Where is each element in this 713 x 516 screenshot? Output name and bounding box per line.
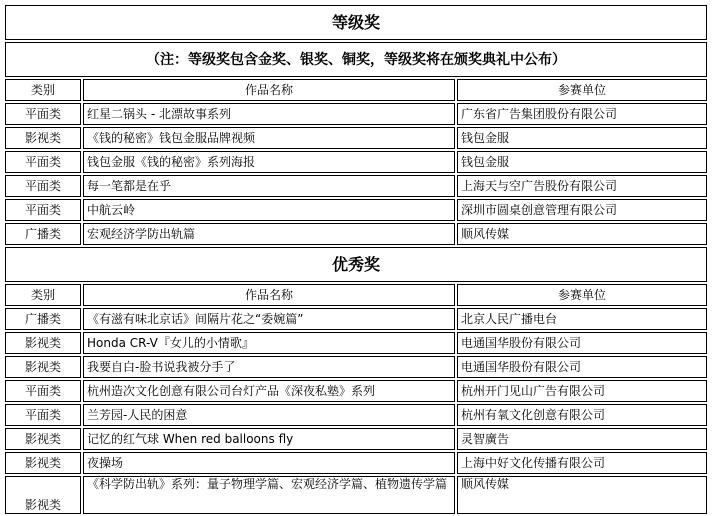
grade-note-row (5, 42, 707, 77)
work-cell: 中航云岭 (83, 199, 455, 221)
work-cell: 《有滋有味北京话》间隔片花之“委婉篇” (83, 308, 455, 330)
table-row (5, 308, 707, 330)
category-cell: 影视类 (5, 332, 81, 354)
entrant-cell: 钱包金服 (457, 151, 707, 173)
entrant-cell: 广东省广告集团股份有限公司 (457, 103, 707, 125)
work-cell: 宏观经济学防出轨篇 (83, 223, 455, 245)
work-cell: 红星二锅头 - 北漂故事系列 (83, 103, 455, 125)
category-cell: 平面类 (5, 380, 81, 402)
header-category: 类别 (5, 79, 81, 101)
entrant-cell: 北京人民广播电台 (457, 308, 707, 330)
header-category: 类别 (5, 284, 81, 306)
category-cell: 影视类 (5, 428, 81, 450)
table-row (5, 127, 707, 149)
work-cell: 《科学防出轨》系列：量子物理学篇、宏观经济学篇、植物遗传学篇 (83, 476, 455, 514)
table-row (5, 175, 707, 197)
header-work: 作品名称 (83, 79, 455, 101)
category-cell: 广播类 (5, 223, 81, 245)
work-cell: 记忆的红气球 When red balloons fly (83, 428, 455, 450)
table-row (5, 199, 707, 221)
work-cell: 钱包金服《钱的秘密》系列海报 (83, 151, 455, 173)
grade-award-title: 等级奖 (5, 5, 707, 40)
entrant-cell: 深圳市圆桌创意管理有限公司 (457, 199, 707, 221)
category-cell: 影视类 (5, 452, 81, 474)
table-row (5, 476, 707, 514)
category-cell: 平面类 (5, 175, 81, 197)
work-cell: 夜操场 (83, 452, 455, 474)
grade-header-row (5, 79, 707, 101)
table-row (5, 103, 707, 125)
grade-title-row (5, 5, 707, 40)
entrant-cell: 电通国华股份有限公司 (457, 356, 707, 378)
excellence-header-row (5, 284, 707, 306)
table-row (5, 332, 707, 354)
work-cell: 每一笔都是在乎 (83, 175, 455, 197)
entrant-cell: 上海天与空广告股份有限公司 (457, 175, 707, 197)
entrant-cell: 上海中好文化传播有限公司 (457, 452, 707, 474)
entrant-cell: 钱包金服 (457, 127, 707, 149)
category-cell: 平面类 (5, 103, 81, 125)
work-cell: 杭州造次文化创意有限公司台灯产品《深夜私塾》系列 (83, 380, 455, 402)
excellence-title-row (5, 247, 707, 282)
work-cell: 我要自白-脸书说我被分手了 (83, 356, 455, 378)
awards-table (3, 3, 709, 516)
entrant-cell: 灵智廣告 (457, 428, 707, 450)
table-row (5, 356, 707, 378)
table-row (5, 428, 707, 450)
table-row (5, 380, 707, 402)
entrant-cell: 电通国华股份有限公司 (457, 332, 707, 354)
table-row (5, 452, 707, 474)
grade-award-note: （注：等级奖包含金奖、银奖、铜奖，等级奖将在颁奖典礼中公布） (5, 42, 707, 77)
work-cell: 《钱的秘密》钱包金服品牌视频 (83, 127, 455, 149)
category-cell: 广播类 (5, 308, 81, 330)
entrant-cell: 顺风传媒 (457, 223, 707, 245)
entrant-cell: 杭州有氧文化创意有限公司 (457, 404, 707, 426)
work-cell: 兰芳园-人民的困意 (83, 404, 455, 426)
category-cell: 平面类 (5, 199, 81, 221)
header-entrant: 参赛单位 (457, 284, 707, 306)
category-cell: 平面类 (5, 404, 81, 426)
table-row (5, 223, 707, 245)
category-cell: 影视类 (5, 127, 81, 149)
header-work: 作品名称 (83, 284, 455, 306)
table-row (5, 404, 707, 426)
entrant-cell: 杭州开门见山广告有限公司 (457, 380, 707, 402)
header-entrant: 参赛单位 (457, 79, 707, 101)
category-cell: 平面类 (5, 151, 81, 173)
work-cell: Honda CR-V『女儿的小情歌』 (83, 332, 455, 354)
table-row (5, 151, 707, 173)
category-cell: 影视类 (5, 476, 81, 514)
category-cell: 影视类 (5, 356, 81, 378)
excellence-award-title: 优秀奖 (5, 247, 707, 282)
entrant-cell: 顺风传媒 (457, 476, 707, 514)
